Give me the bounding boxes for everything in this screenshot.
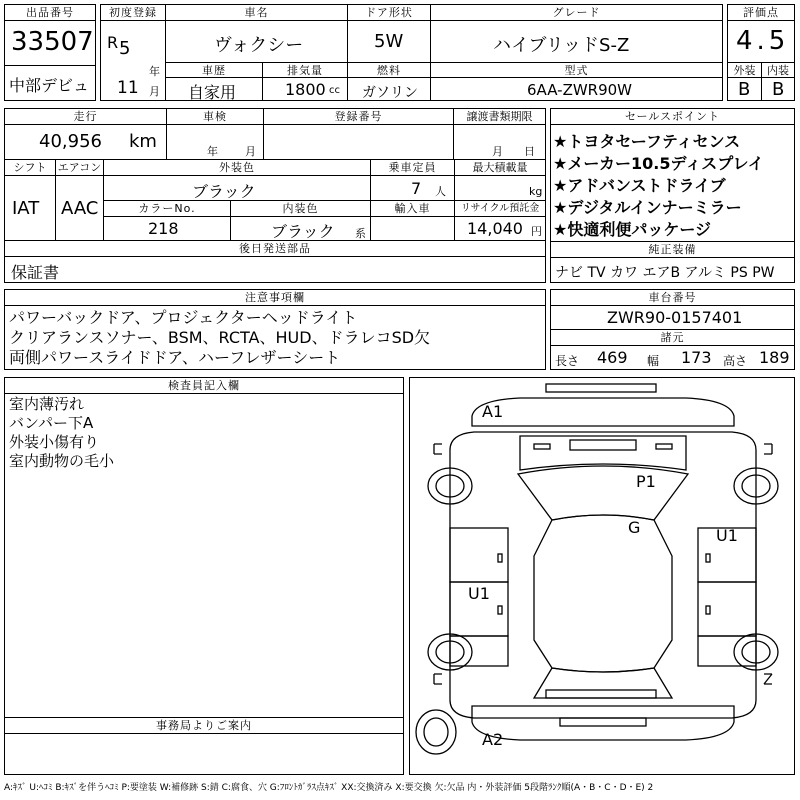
car-diagram	[409, 377, 795, 775]
door-cell	[347, 20, 431, 63]
notes-cell	[4, 305, 546, 370]
lot-number-cell	[4, 20, 96, 66]
inspection-label: 車検	[166, 108, 264, 125]
lot-note: 中部デビュ	[9, 76, 90, 95]
rating-cell	[727, 20, 795, 63]
transfer-day-unit: 日	[524, 145, 535, 158]
capacity-value: 7	[411, 179, 422, 198]
sales-points-cell	[550, 124, 795, 242]
exterior-grade-label: 外装	[727, 62, 762, 78]
interior-grade: B	[772, 79, 785, 100]
damage-mark-g: G	[628, 518, 641, 537]
first-reg-label: 初度登録	[100, 4, 166, 21]
sales-point-5: ★快適利便パッケージ	[553, 220, 712, 239]
chassis-cell	[550, 305, 795, 330]
rating-value: 4.5	[736, 26, 790, 56]
recycle-cell	[454, 216, 546, 241]
inspection-month-unit: 月	[245, 145, 256, 158]
length-label: 長さ	[555, 354, 580, 368]
recycle-unit: 円	[531, 225, 542, 238]
inspector-text: 室内薄汚れ バンパー下A 外装小傷有り 室内動物の毛小	[9, 395, 115, 470]
later-parts-value: 保証書	[11, 263, 60, 282]
notes-text: パワーバックドア、プロジェクターヘッドライト クリアランスソナー、BSM、RCTA、HUD、ドラレコSD欠 両側パワースライドドア、ハーフレザーシート	[9, 308, 431, 367]
import-cell	[370, 216, 455, 241]
capacity-unit: 人	[435, 185, 446, 198]
sales-point-2: ★メーカー10.5ディスプレイ	[553, 154, 764, 173]
color-no-label: カラーNo.	[103, 200, 231, 217]
door-label: ドア形状	[347, 4, 431, 21]
mileage-cell	[4, 124, 167, 160]
sales-point-1: ★トヨタセーフティセンス	[553, 132, 741, 151]
mileage-value: 40,956	[39, 131, 102, 152]
transfer-cell	[453, 124, 546, 160]
transfer-label: 譲渡書類期限	[453, 108, 546, 125]
inspection-year-unit: 年	[207, 145, 218, 158]
rating-label: 評価点	[727, 4, 795, 21]
ext-color-label: 外装色	[103, 159, 371, 176]
max-load-cell	[454, 175, 546, 201]
damage-mark-a1: A1	[482, 402, 504, 421]
int-color-cell	[230, 216, 371, 241]
capacity-cell	[370, 175, 455, 201]
first-reg-year: 5	[119, 38, 131, 59]
history-value: 自家用	[188, 83, 237, 101]
exterior-grade-cell	[727, 77, 762, 101]
shift-cell	[4, 175, 56, 241]
displacement-unit: cc	[329, 85, 340, 96]
grade-value: ハイブリッドS-Z	[493, 35, 630, 56]
fuel-cell	[347, 77, 431, 101]
shift-value: IAT	[12, 198, 40, 219]
door-value: 5W	[374, 31, 404, 52]
car-name-label: 車名	[165, 4, 348, 21]
reg-no-label: 登録番号	[263, 108, 454, 125]
recycle-value: 14,040	[467, 219, 523, 238]
grade-label: グレード	[430, 4, 723, 21]
first-reg-month: 11	[117, 78, 139, 98]
damage-mark-a2: A2	[482, 730, 504, 749]
color-no-cell	[103, 216, 231, 241]
model-cell	[430, 77, 723, 101]
office-label: 事務局よりご案内	[4, 717, 404, 734]
equipment-value: ナビ TV カワ エアB アルミ PS PW	[555, 265, 775, 281]
import-label: 輸入車	[370, 200, 455, 217]
inspector-label: 検査員記入欄	[4, 377, 404, 394]
chassis-value: ZWR90-0157401	[607, 308, 743, 327]
history-cell	[165, 77, 263, 101]
ext-color-value: ブラック	[192, 182, 256, 201]
sales-point-3: ★アドバンストドライブ	[553, 176, 726, 195]
reg-no-cell	[263, 124, 454, 160]
month-unit: 月	[149, 85, 160, 98]
year-unit: 年	[149, 65, 160, 78]
capacity-label: 乗車定員	[370, 159, 455, 176]
width-label: 幅	[647, 354, 660, 368]
lot-number-label: 出品番号	[4, 4, 96, 21]
first-reg-cell	[100, 20, 166, 101]
car-name: ヴォクシー	[214, 35, 304, 56]
legend-footer: A:ｷｽﾞ U:ﾍｺﾐ B:ｷｽﾞを伴うﾍｺﾐ P:要塗装 W:補修跡 S:錆 C:腐食、穴 G:ﾌﾛﾝﾄｶﾞﾗｽ点ｷｽﾞ XX:交換済み X:要交換 欠:欠品 内・外装評価 5段階ﾗﾝｸ順(A・B・C・D・E) 2	[4, 783, 654, 793]
later-parts-cell	[4, 256, 546, 283]
car-outline-diagram	[410, 378, 795, 775]
max-load-label: 最大積載量	[454, 159, 546, 176]
later-parts-label: 後日発送部品	[4, 240, 546, 257]
chassis-label: 車台番号	[550, 289, 795, 306]
displacement-label: 排気量	[262, 62, 348, 78]
ac-cell	[55, 175, 104, 241]
fuel-label: 燃料	[347, 62, 431, 78]
grade-cell	[430, 20, 723, 63]
mileage-unit: km	[129, 131, 157, 152]
notes-label: 注意事項欄	[4, 289, 546, 306]
equipment-label: 純正装備	[550, 241, 795, 258]
interior-grade-label: 内装	[761, 62, 795, 78]
int-color-unit: 系	[355, 227, 366, 240]
interior-grade-cell	[761, 77, 795, 101]
model-value: 6AA-ZWR90W	[527, 81, 633, 99]
damage-mark-u1-right: U1	[716, 526, 738, 545]
shift-label: シフト	[4, 159, 56, 176]
exterior-grade: B	[738, 79, 751, 100]
office-cell	[4, 733, 404, 775]
model-label: 型式	[430, 62, 723, 78]
int-color-label: 内装色	[230, 200, 371, 217]
displacement-value: 1800	[285, 80, 326, 99]
equipment-cell	[550, 257, 795, 283]
height-value: 189	[759, 348, 790, 367]
height-label: 高さ	[723, 354, 748, 368]
transfer-month-unit: 月	[492, 145, 503, 158]
ac-label: エアコン	[55, 159, 104, 176]
inspector-cell	[4, 393, 404, 718]
car-name-cell	[165, 20, 348, 63]
ac-value: AAC	[61, 198, 99, 219]
history-label: 車歴	[165, 62, 263, 78]
int-color-value: ブラック	[271, 222, 335, 241]
max-load-unit: kg	[529, 185, 543, 198]
displacement-cell	[262, 77, 348, 101]
damage-mark-u1-left: U1	[468, 584, 490, 603]
color-no-value: 218	[148, 219, 179, 238]
dims-cell	[550, 345, 795, 370]
length-value: 469	[597, 348, 628, 367]
dims-label: 諸元	[550, 329, 795, 346]
sales-point-4: ★デジタルインナーミラー	[553, 198, 742, 217]
sales-points-label: セールスポイント	[550, 108, 795, 125]
first-reg-era: R	[107, 33, 119, 52]
lot-number: 33507	[11, 27, 94, 57]
inspection-cell	[166, 124, 264, 160]
fuel-value: ガソリン	[362, 85, 418, 101]
lot-note-cell	[4, 65, 96, 101]
recycle-label: リサイクル預託金	[454, 200, 546, 217]
width-value: 173	[681, 348, 712, 367]
mileage-label: 走行	[4, 108, 167, 125]
damage-mark-p1: P1	[636, 472, 656, 491]
ext-color-cell	[103, 175, 371, 201]
